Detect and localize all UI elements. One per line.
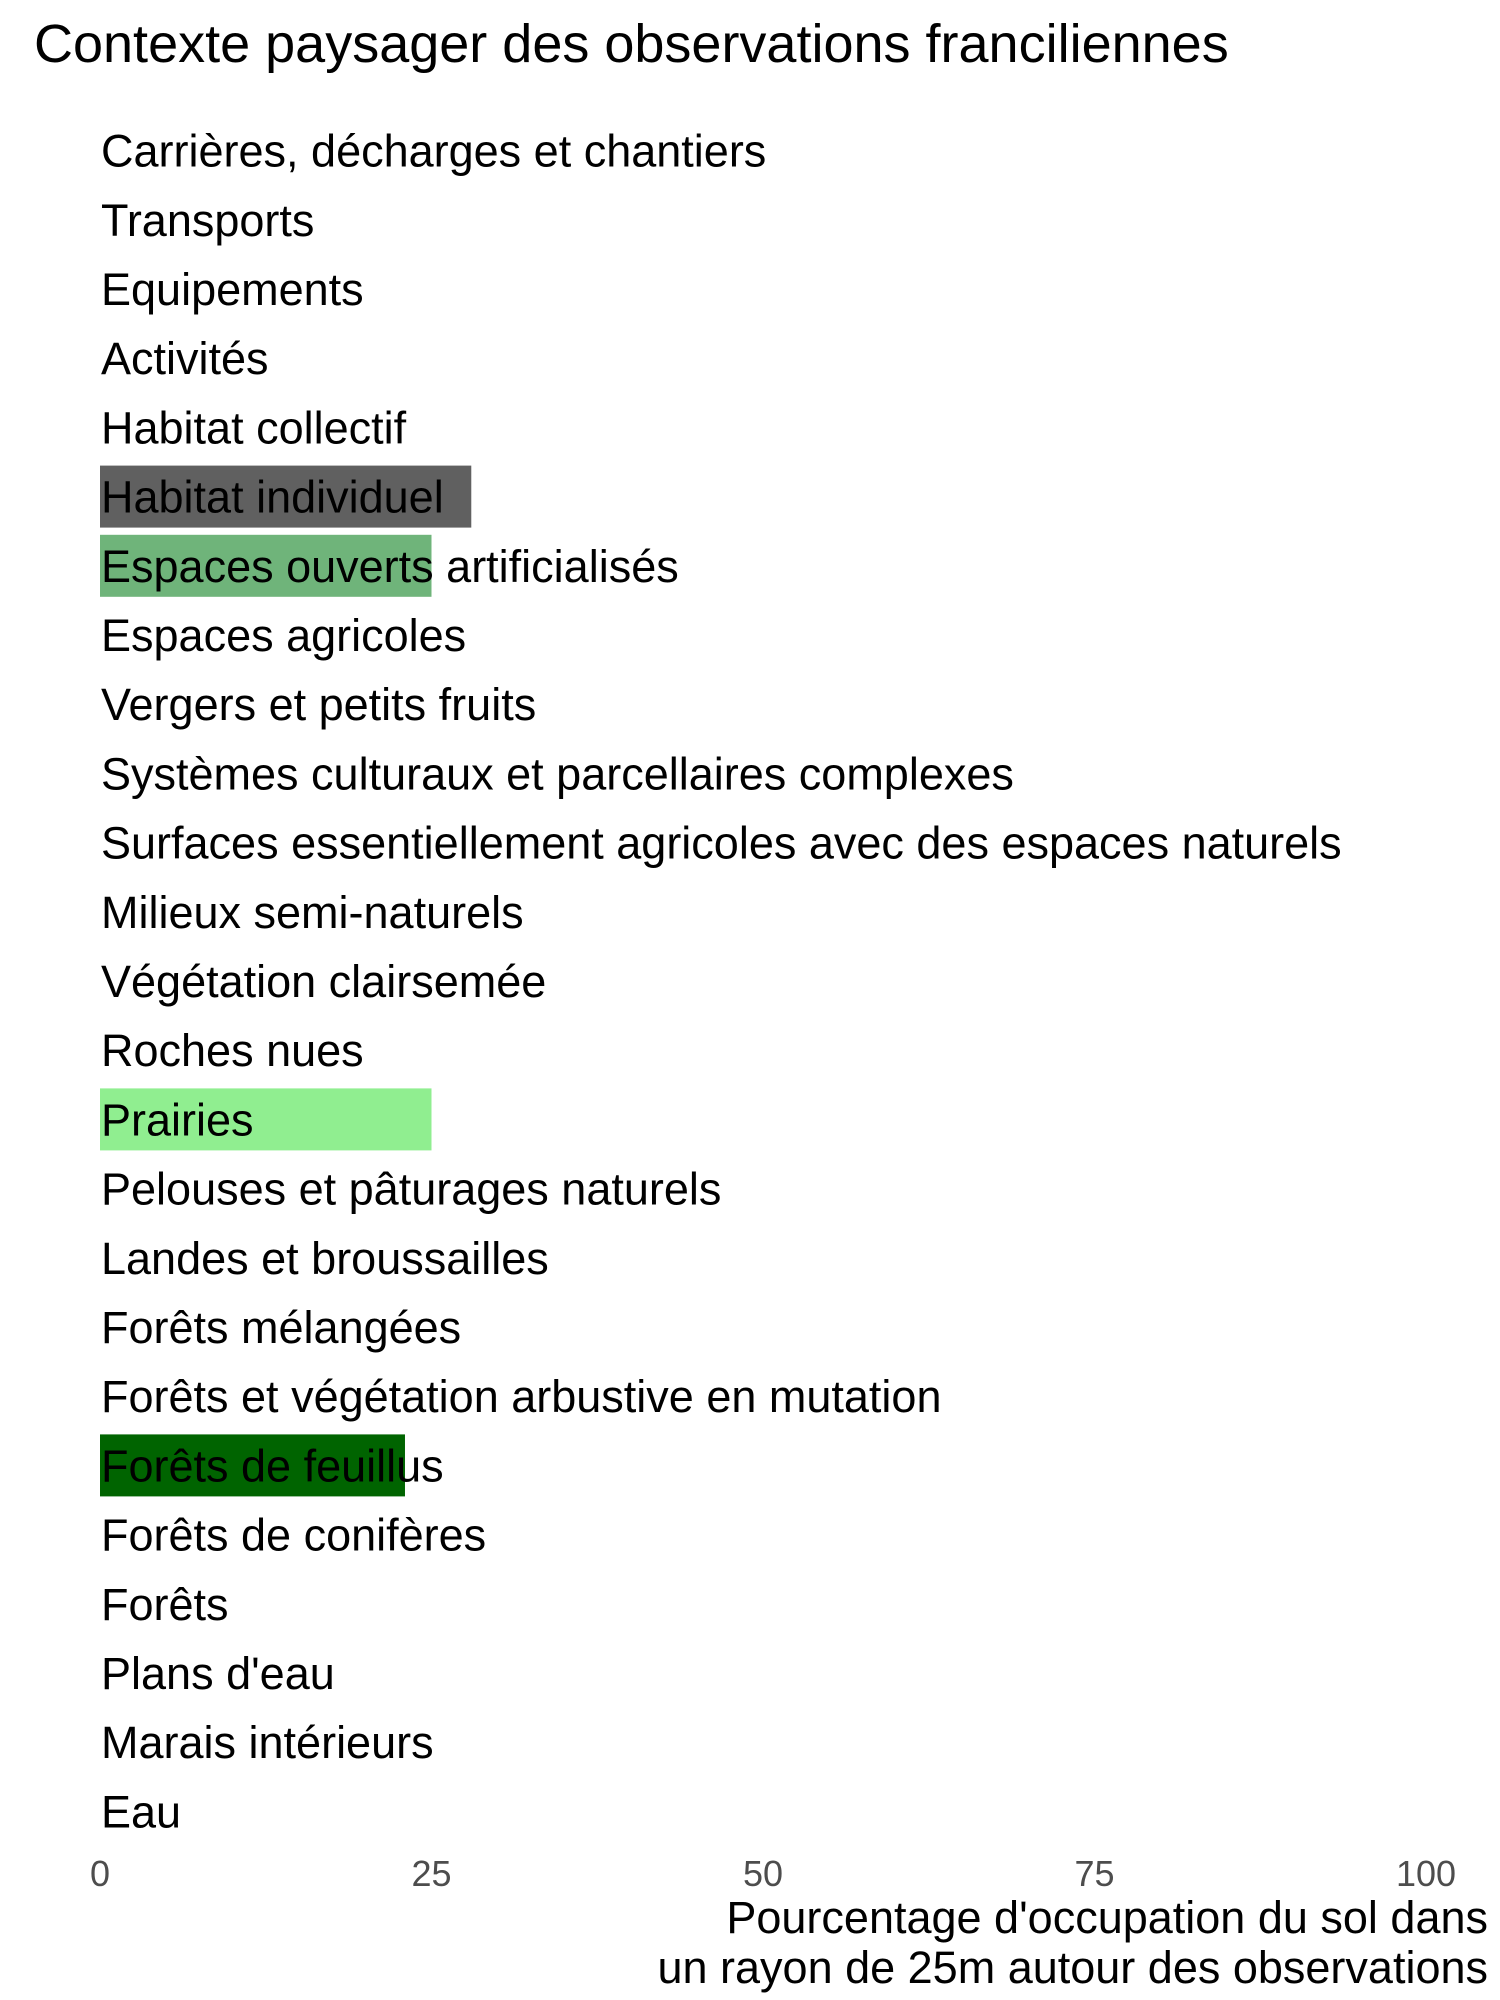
chart-title: Contexte paysager des observations franciliennes	[34, 14, 1229, 74]
category-label-15: Pelouses et pâturages naturels	[101, 1163, 722, 1215]
x-tick-label-3: 75	[1074, 1853, 1115, 1894]
category-label-5: Habitat individuel	[101, 471, 444, 523]
category-label-12: Végétation clairsemée	[101, 956, 547, 1007]
x-tick-label-2: 50	[742, 1853, 784, 1894]
category-label-8: Vergers et petits fruits	[101, 679, 537, 731]
x-axis-title-line-1: Pourcentage d'occupation du sol dans	[726, 1892, 1488, 1943]
category-label-6: Espaces ouverts artificialisés	[101, 540, 679, 592]
category-label-11: Milieux semi-naturels	[101, 886, 524, 938]
category-label-20: Forêts de conifères	[101, 1509, 487, 1561]
category-labels	[101, 126, 1342, 1838]
x-axis-ticks	[90, 1853, 1456, 1894]
category-label-9: Systèmes culturaux et parcellaires complexes	[101, 748, 1014, 800]
category-label-23: Marais intérieurs	[101, 1717, 434, 1769]
category-label-2: Equipements	[101, 264, 364, 315]
category-label-22: Plans d'eau	[101, 1648, 335, 1699]
x-tick-label-1: 25	[411, 1853, 452, 1894]
category-label-24: Eau	[101, 1786, 182, 1838]
category-label-1: Transports	[101, 194, 315, 246]
category-label-14: Prairies	[101, 1094, 254, 1146]
x-tick-label-4: 100	[1395, 1853, 1457, 1894]
x-tick-label-0: 0	[89, 1853, 111, 1894]
category-label-18: Forêts et végétation arbustive en mutation	[101, 1371, 942, 1423]
category-label-21: Forêts	[101, 1578, 229, 1630]
category-label-13: Roches nues	[101, 1025, 364, 1077]
category-label-3: Activités	[101, 333, 269, 385]
x-axis-title-line-2: un rayon de 25m autour des observations	[657, 1942, 1488, 1993]
category-label-10: Surfaces essentiellement agricoles avec des espaces naturels	[101, 817, 1342, 869]
category-label-17: Forêts mélangées	[101, 1302, 462, 1353]
category-label-16: Landes et broussailles	[101, 1232, 549, 1284]
category-label-4: Habitat collectif	[101, 402, 407, 454]
category-label-7: Espaces agricoles	[101, 610, 467, 661]
category-label-19: Forêts de feuillus	[101, 1440, 444, 1492]
category-label-0: Carrières, décharges et chantiers	[101, 125, 767, 177]
